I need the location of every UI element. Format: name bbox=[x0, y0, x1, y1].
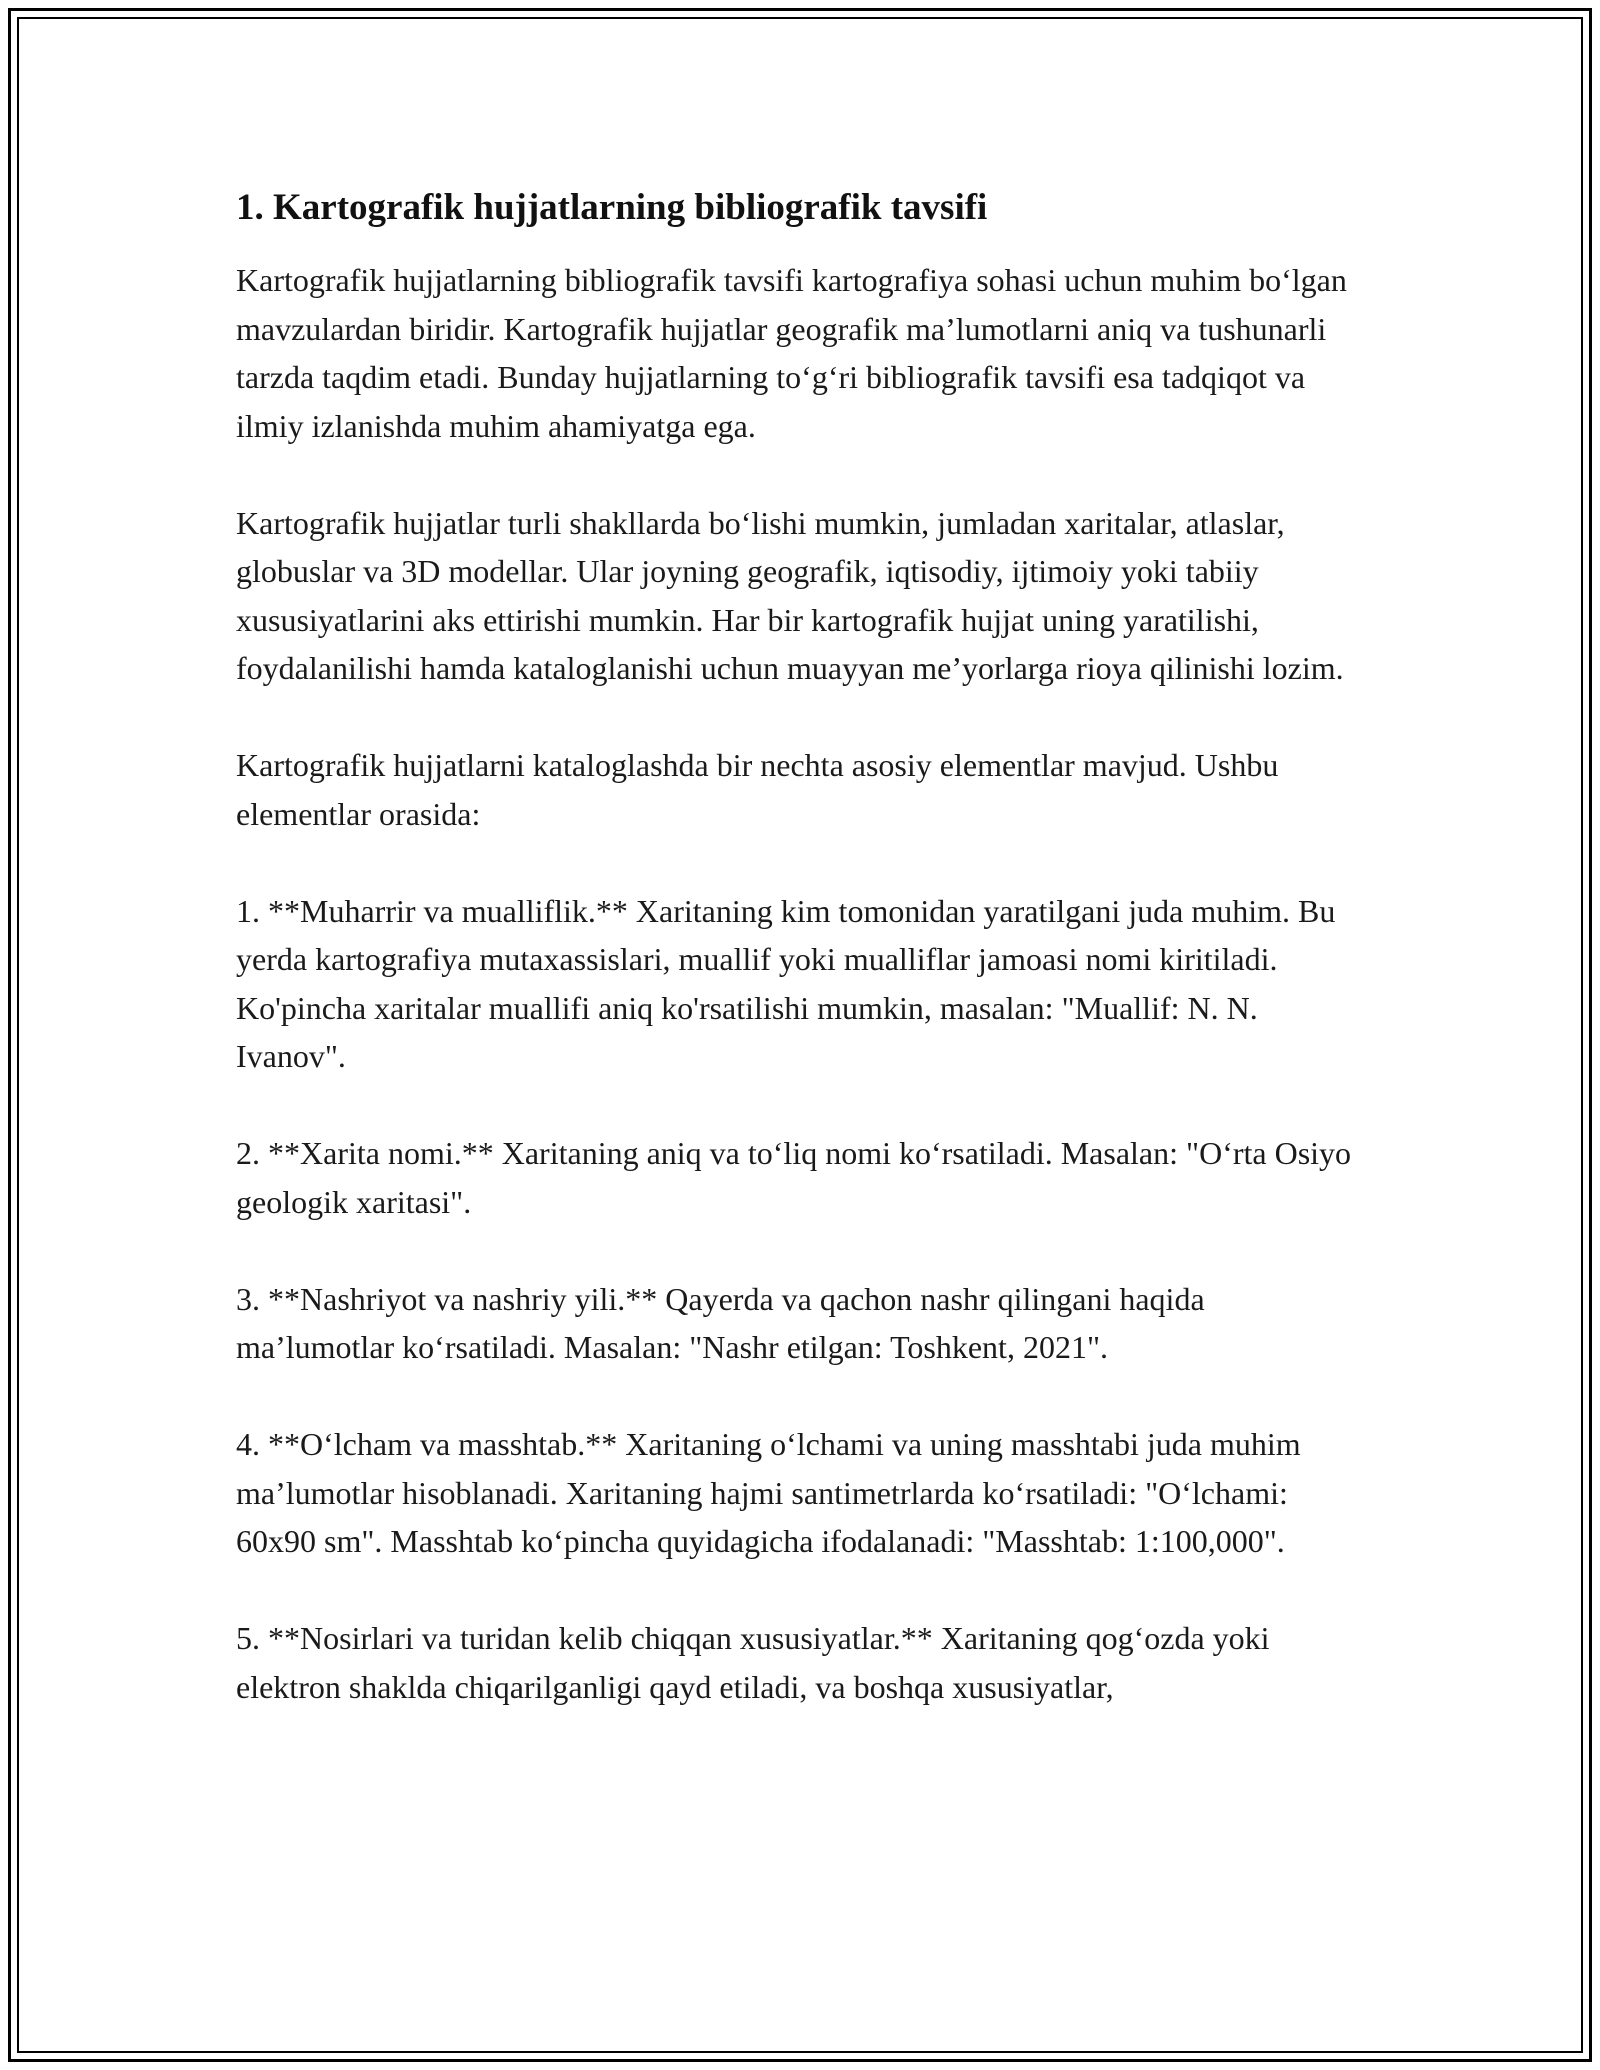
list-item-map-title: 2. **Xarita nomi.** Xaritaning aniq va toʻliq nomi koʻrsatiladi. Masalan: "Oʻrta Osiyo geologik xaritasi". bbox=[236, 1135, 1352, 1220]
list-item-authorship: 1. **Muharrir va mualliflik.** Xaritaning kim tomonidan yaratilgani juda muhim. Bu yerda kartografiya mutaxassislari, muallif yoki mualliflar jamoasi nomi kiritiladi. Ko'pincha xaritalar muallifi aniq ko'rsatilishi mumkin, masalan: "Muallif: N. N. Ivanov". bbox=[236, 892, 1336, 1074]
list-item-format-features: 5. **Nosirlari va turidan kelib chiqqan xususiyatlar.** Xaritaning qogʻozda yoki elektron shaklda chiqarilganligi qayd etiladi, va boshqa xususiyatlar, bbox=[236, 1620, 1270, 1705]
list-item-size-scale: 4. **Oʻlcham va masshtab.** Xaritaning oʻlchami va uning masshtabi juda muhim maʼlumotlar hisoblanadi. Xaritaning hajmi santimetrlarda koʻrsatiladi: "Oʻlchami: 60x90 sm". Masshtab koʻpincha quyidagicha ifodalanadi: "Masshtab: 1:100,000". bbox=[236, 1426, 1301, 1559]
paragraph-elements-intro: Kartografik hujjatlarni kataloglashda bir nechta asosiy elementlar mavjud. Ushbu elementlar orasida: bbox=[236, 747, 1279, 832]
paragraph-document-types: Kartografik hujjatlar turli shakllarda boʻlishi mumkin, jumladan xaritalar, atlaslar, globuslar va 3D modellar. Ular joyning geografik, iqtisodiy, ijtimoiy yoki tabiiy xususiyatlarini aks ettirishi mumkin. Har bir kartografik hujjat uning yaratilishi, foydalanilishi hamda kataloglanishi uchun muayyan meʼyorlarga rioya qilinishi lozim. bbox=[236, 504, 1344, 686]
paragraph-intro: Kartografik hujjatlarning bibliografik tavsifi kartografiya sohasi uchun muhim boʻlgan mavzulardan biridir. Kartografik hujjatlar geografik maʼlumotlarni aniq va tushunarli tarzda taqdim etadi. Bunday hujjatlarning toʻgʻri bibliografik tavsifi esa tadqiqot va ilmiy izlanishda muhim ahamiyatga ega. bbox=[236, 262, 1347, 444]
list-item-publisher-year: 3. **Nashriyot va nashriy yili.** Qayerda va qachon nashr qilingani haqida maʼlumotlar koʻrsatiladi. Masalan: "Nashr etilgan: Toshkent, 2021". bbox=[236, 1280, 1205, 1365]
document-body bbox=[236, 186, 1366, 1711]
section-heading: 1. Kartografik hujjatlarning bibliografik tavsifi bbox=[236, 187, 988, 228]
